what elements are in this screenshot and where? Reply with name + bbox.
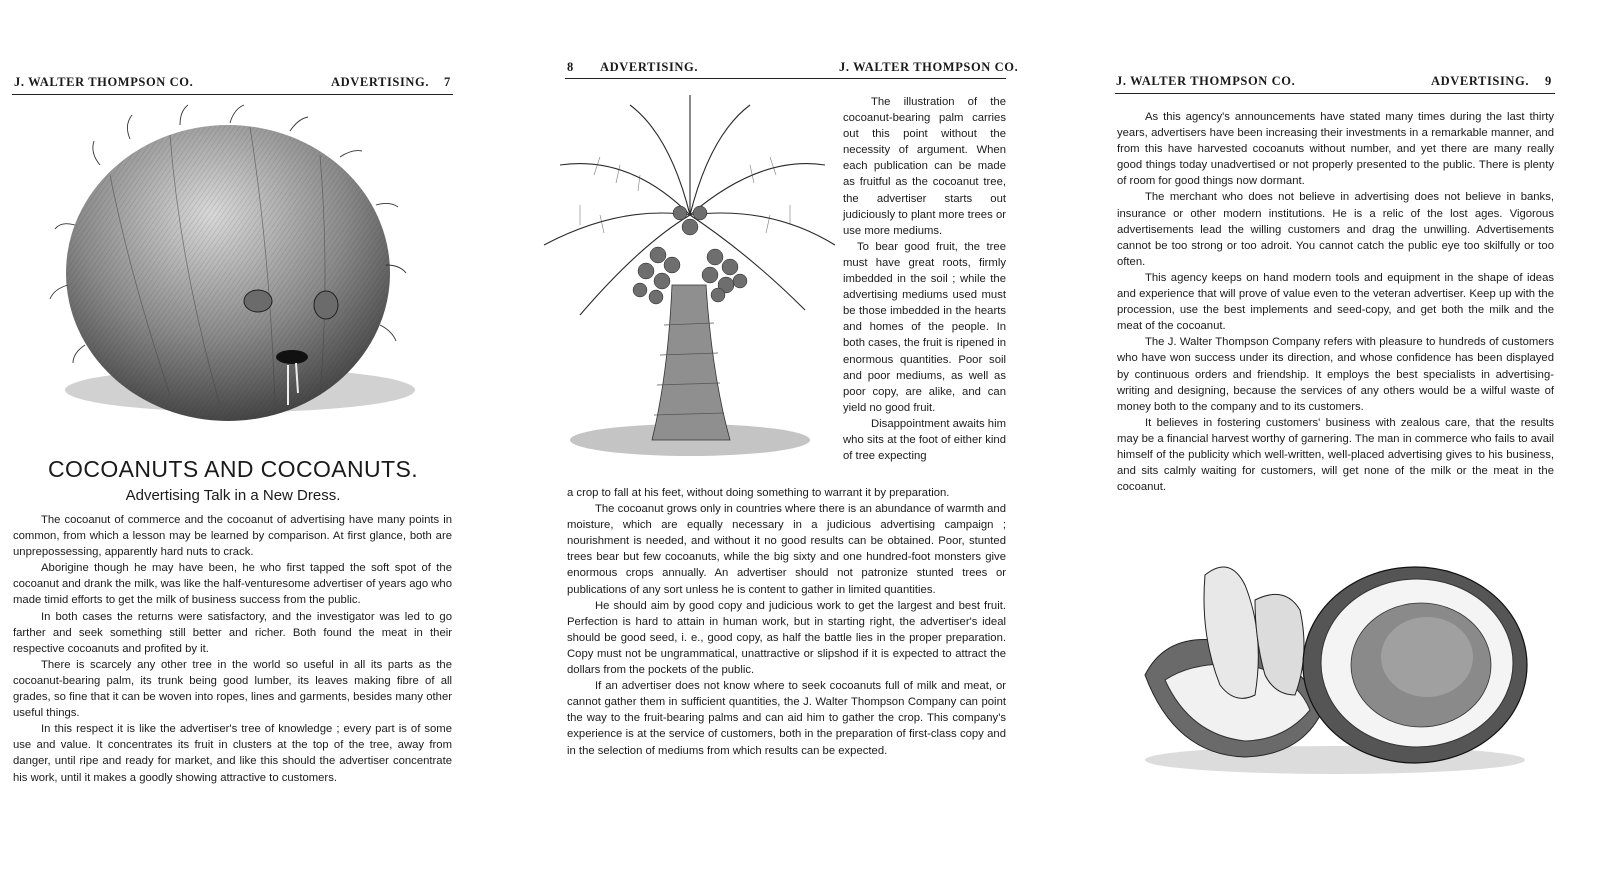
paragraph: The cocoanut of commerce and the cocoanut of advertising have many points in common, from which a lesson may be learned by comparison. At first glance, both are unprepossessing, apparently hard nuts to crack. — [13, 514, 452, 559]
page-7-header-right: ADVERTISING. — [331, 75, 430, 89]
paragraph: To bear good fruit, the tree must have great roots, firmly imbedded in the soil ; while the advertising mediums used must be those imbedded in the hearts and homes of the people. In both cases, the fruit is ripened in enormous quantities. Poor soil and poor mediums, as well as poor copy, are alike, and can yield no good fruit. — [843, 240, 1006, 414]
page-8-header-left: ADVERTISING. — [600, 60, 699, 74]
paragraph: The cocoanut grows only in countries where there is an abundance of warmth and moisture, which are equally necessary in a judicious advertising campaign ; nourishment is needed, and without it no good results can be obtained. Poor, stunted trees bear but few cocoanuts, while the big sixty and one hundred-foot monsters give enormous crops annually. An advertiser should not patronize stunted trees or publications of any sort unless he is content to gather in limited quantities. — [567, 503, 1006, 596]
paragraph: Disappointment awaits him who sits at the foot of either kind of tree expecting — [843, 417, 1006, 463]
page-8-side-column — [843, 94, 1006, 464]
page-7-header-left: J. WALTER THOMPSON CO. — [14, 75, 194, 89]
paragraph: The merchant who does not believe in advertising does not believe in banks, insurance or other modern institutions. He is a relic of the lost ages. Vigorous advertisements lead the willing customers and drag the unwilling. Advertisements cannot be too strong or too adroit. You cannot catch the public eye too skilfully or too often. — [1117, 191, 1554, 268]
page-8-header-right: J. WALTER THOMPSON CO. — [839, 60, 1019, 74]
page-8-number: 8 — [567, 60, 574, 74]
page-8-header-rule — [565, 78, 1006, 79]
page-9-header-left: J. WALTER THOMPSON CO. — [1116, 74, 1296, 88]
paragraph: As this agency's announcements have stated many times during the last thirty years, advertisers have been increasing their investments in a remarkable manner, and from this have harvested cocoanuts without number, and yet there are many really good things today unadvertised or not properly presented to the public. There is plenty of room for good things now dormant. — [1117, 111, 1554, 188]
split-coconut-illustration — [1135, 545, 1535, 780]
paragraph: a crop to fall at his feet, without doing something to warrant it by preparation. — [567, 487, 950, 499]
page-7-body — [13, 512, 452, 786]
page-9-body — [1117, 109, 1554, 495]
paragraph: He should aim by good copy and judicious work to get the largest and best fruit. Perfection is hard to attain in human work, but in starting right, the advertiser's ideal should be good seed, i. e., good copy, as half the battle lies in the proper preparation. Copy must not be ungrammatical, unattractive or slipshod if it is expected to attract the dollars from the pockets of the public. — [567, 599, 1006, 677]
article-subtitle: Advertising Talk in a New Dress. — [125, 487, 341, 504]
page-8-body — [567, 485, 1006, 759]
paragraph: It believes in fostering customers' business with zealous care, that the results may be a financial harvest worthy of garnering. The man in commerce who fails to avail himself of the publicity which well-written, well-placed advertising gives to his business, and sits calmly waiting for customers, will get none of the milk or the meat in the cocoanut. — [1117, 416, 1554, 494]
whole-coconut-illustration — [30, 105, 430, 455]
page-9-header-rule — [1115, 93, 1555, 94]
page-7-header-rule — [12, 94, 453, 95]
palm-tree-illustration — [540, 95, 835, 465]
paragraph: The illustration of the cocoanut-bearing palm carries out this point without the necessity of argument. When each publication can be made as fruitful as the cocoanut tree, the advertiser starts out judiciously to plant more trees or use more mediums. — [843, 96, 1006, 237]
page-9-header-right: ADVERTISING. — [1431, 74, 1530, 88]
paragraph: The J. Walter Thompson Company refers with pleasure to hundreds of customers who have won success under its direction, and whose confidence has been displayed by continuous orders and friendship. It employs the best specialists in advertising-writing and designing, because the services of any others would be a wilful waste of money both to the company and to its customers. — [1117, 336, 1554, 413]
paragraph: In this respect it is like the advertiser's tree of knowledge ; every part is of some use and value. It concentrates its fruit in clusters at the top of the tree, away from danger, until ripe and ready for market, and like this should the advertiser concentrate his work, until it makes a goodly showing attractive to customers. — [13, 723, 452, 784]
page-9-number: 9 — [1545, 74, 1552, 88]
paragraph: If an advertiser does not know where to seek cocoanuts full of milk and meat, or cannot gather them in sufficient quantities, the J. Walter Thompson Company can point the way to the fruit-bearing palms and can aid him to gather the crop. This company's experience is at the service of customers, both in the preparation of first-class copy and in the selection of mediums from which results can be expected. — [567, 680, 1006, 757]
page-7-number: 7 — [444, 75, 451, 89]
article-title: COCOANUTS AND COCOANUTS. — [48, 456, 418, 482]
paragraph: In both cases the returns were satisfactory, and the investigator was led to go farther and seek something still better and richer. Both found the meat in their respective cocoanuts and profited by it. — [13, 610, 452, 655]
paragraph: There is scarcely any other tree in the world so useful in all its parts as the cocoanut-bearing palm, its trunk being good lumber, its leaves making fibre of all grades, so fine that it can be woven into ropes, lines and garments, besides many other useful things. — [13, 658, 452, 720]
paragraph: This agency keeps on hand modern tools and equipment in the shape of ideas and experience that will prove of value even to the veteran advertiser. Keep up with the procession, use the best implements and seed-copy, and get both the milk and the meat of the cocoanut. — [1117, 271, 1554, 333]
paragraph: Aborigine though he may have been, he who first tapped the soft spot of the cocoanut and drank the milk, was like the half-venturesome advertiser of years ago who made timid efforts to get the milk of business success from the public. — [13, 562, 452, 607]
